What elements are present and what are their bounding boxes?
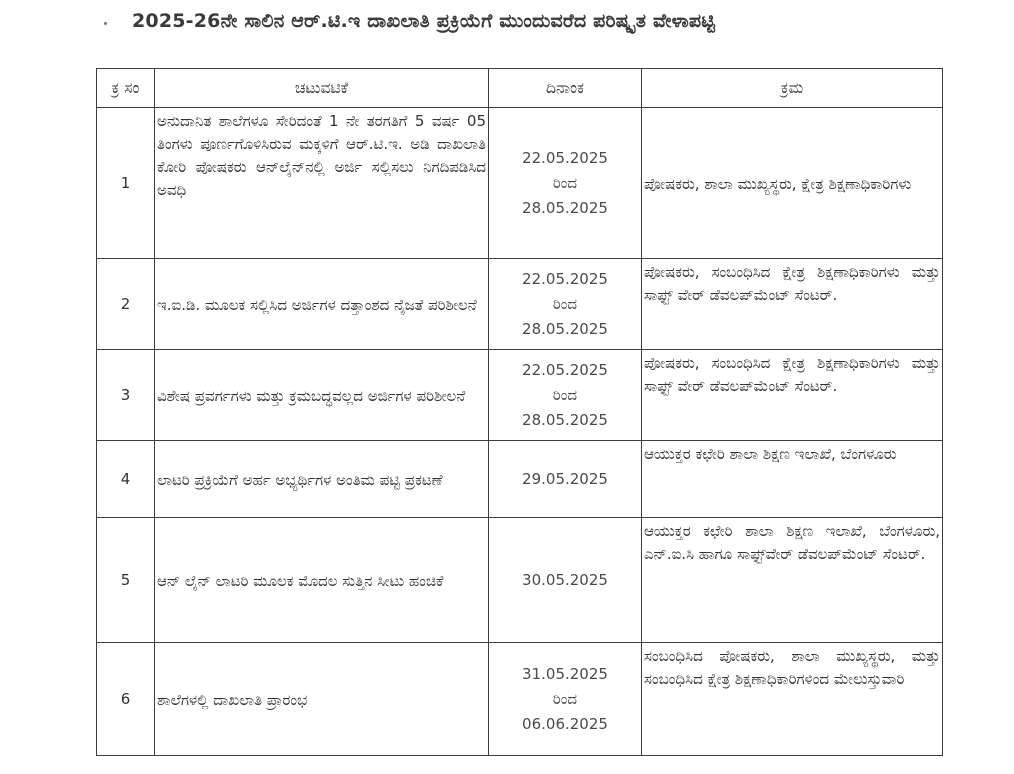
date-separator: ರಿಂದ — [552, 385, 578, 404]
row-activity: ಆನ್ ಲೈನ್ ಲಾಟರಿ ಮೂಲಕ ಮೊದಲ ಸುತ್ತಿನ ಸೀಟು ಹಂಚಿಕೆ — [155, 518, 489, 643]
header-date: ದಿನಾಂಕ — [489, 69, 642, 108]
table-row — [97, 350, 943, 441]
date-to: 28.05.2025 — [522, 410, 608, 429]
row-activity: ಅನುದಾನಿತ ಶಾಲೆಗಳೂ ಸೇರಿದಂತೆ 1 ನೇ ತರಗತಿಗೆ 5 ವರ್ಷ 05 ತಿಂಗಳು ಪೂರ್ಣಗೊಳಿಸಿರುವ ಮಕ್ಕಳಿಗೆ ಆರ್.ಟಿ.ಇ. ಅಡಿ ದಾಖಲಾತಿ ಕೋರಿ ಪೋಷಕರು ಆನ್‌ಲೈನ್‌ನಲ್ಲಿ ಅರ್ಜಿ ಸಲ್ಲಿಸಲು ನಿಗದಿಪಡಿಸಿದ ಅವಧಿ — [155, 108, 489, 259]
row-number: 2 — [97, 259, 155, 350]
row-date — [489, 643, 642, 756]
row-date — [489, 350, 642, 441]
date-to: 28.05.2025 — [522, 198, 608, 217]
date-separator: ರಿಂದ — [552, 689, 578, 708]
row-number: 1 — [97, 108, 155, 259]
row-mode: ಪೋಷಕರು, ಸಂಬಂಧಿಸಿದ ಕ್ಷೇತ್ರ ಶಿಕ್ಷಣಾಧಿಕಾರಿಗಳು ಮತ್ತು ಸಾಫ್ಟ್ ವೇರ್ ಡೆವಲಪ್‌ಮೆಂಟ್ ಸೆಂಟರ್. — [642, 259, 943, 350]
row-mode: ಪೋಷಕರು, ಸಂಬಂಧಿಸಿದ ಕ್ಷೇತ್ರ ಶಿಕ್ಷಣಾಧಿಕಾರಿಗಳು ಮತ್ತು ಸಾಫ್ಟ್ ವೇರ್ ಡೆವಲಪ್‌ಮೆಂಟ್ ಸೆಂಟರ್. — [642, 350, 943, 441]
header-serial-number: ಕ್ರ ಸಂ — [97, 69, 155, 108]
table-row — [97, 108, 943, 259]
row-number: 3 — [97, 350, 155, 441]
date-to: 06.06.2025 — [522, 714, 608, 733]
row-activity: ಇ.ಐ.ಡಿ. ಮೂಲಕ ಸಲ್ಲಿಸಿದ ಅರ್ಜಿಗಳ ದತ್ತಾಂಶದ ನೈಜತೆ ಪರಿಶೀಲನೆ — [155, 259, 489, 350]
row-mode: ಸಂಬಂಧಿಸಿದ ಪೋಷಕರು, ಶಾಲಾ ಮುಖ್ಯಸ್ಥರು, ಮತ್ತು ಸಂಬಂಧಿಸಿದ ಕ್ಷೇತ್ರ ಶಿಕ್ಷಣಾಧಿಕಾರಿಗಳಿಂದ ಮೇಲುಸ್ತುವಾರಿ — [642, 643, 943, 756]
date-from: 31.05.2025 — [522, 664, 608, 683]
table-header-row — [97, 69, 943, 108]
table-row — [97, 643, 943, 756]
row-activity: ವಿಶೇಷ ಪ್ರವರ್ಗಗಳು ಮತ್ತು ಕ್ರಮಬದ್ಧವಲ್ಲದ ಅರ್ಜಿಗಳ ಪರಿಶೀಲನೆ — [155, 350, 489, 441]
row-number: 6 — [97, 643, 155, 756]
row-date: 29.05.2025 — [489, 441, 642, 518]
date-from: 22.05.2025 — [522, 360, 608, 379]
row-activity: ಲಾಟರಿ ಪ್ರಕ್ರಿಯೆಗೆ ಅರ್ಹ ಅಭ್ಯರ್ಥಿಗಳ ಅಂತಿಮ ಪಟ್ಟಿ ಪ್ರಕಟಣೆ — [155, 441, 489, 518]
row-mode: ಪೋಷಕರು, ಶಾಲಾ ಮುಖ್ಯಸ್ಥರು, ಕ್ಷೇತ್ರ ಶಿಕ್ಷಣಾಧಿಕಾರಿಗಳು — [642, 108, 943, 259]
date-separator: ರಿಂದ — [552, 173, 578, 192]
row-date — [489, 259, 642, 350]
row-mode: ಆಯುಕ್ತರ ಕಛೇರಿ ಶಾಲಾ ಶಿಕ್ಷಣ ಇಲಾಖೆ, ಬೆಂಗಳೂರು — [642, 441, 943, 518]
table-row — [97, 441, 943, 518]
schedule-table — [96, 68, 943, 756]
row-activity: ಶಾಲೆಗಳಲ್ಲಿ ದಾಖಲಾತಿ ಪ್ರಾರಂಭ — [155, 643, 489, 756]
row-number: 5 — [97, 518, 155, 643]
header-activity: ಚಟುವಟಿಕೆ — [155, 69, 489, 108]
date-from: 22.05.2025 — [522, 269, 608, 288]
header-mode: ಕ್ರಮ — [642, 69, 943, 108]
row-date — [489, 108, 642, 259]
date-from: 22.05.2025 — [522, 148, 608, 167]
table-row — [97, 259, 943, 350]
document-title: 2025-26ನೇ ಸಾಲಿನ ಆರ್.ಟಿ.ಇ ದಾಖಲಾತಿ ಪ್ರಕ್ರಿಯೆಗೆ ಮುಂದುವರೆದ ಪರಿಷ್ಕೃತ ವೇಳಾಪಟ್ಟಿ — [132, 10, 716, 32]
table-row — [97, 518, 943, 643]
date-to: 28.05.2025 — [522, 319, 608, 338]
scan-speck — [104, 22, 107, 25]
row-number: 4 — [97, 441, 155, 518]
date-separator: ರಿಂದ — [552, 294, 578, 313]
row-date: 30.05.2025 — [489, 518, 642, 643]
row-mode: ಆಯುಕ್ತರ ಕಛೇರಿ ಶಾಲಾ ಶಿಕ್ಷಣ ಇಲಾಖೆ, ಬೆಂಗಳೂರು, ಎನ್.ಐ.ಸಿ ಹಾಗೂ ಸಾಫ್ಟ್‌ವೇರ್ ಡೆವಲಪ್‌ಮೆಂಟ್ ಸೆಂಟರ್. — [642, 518, 943, 643]
